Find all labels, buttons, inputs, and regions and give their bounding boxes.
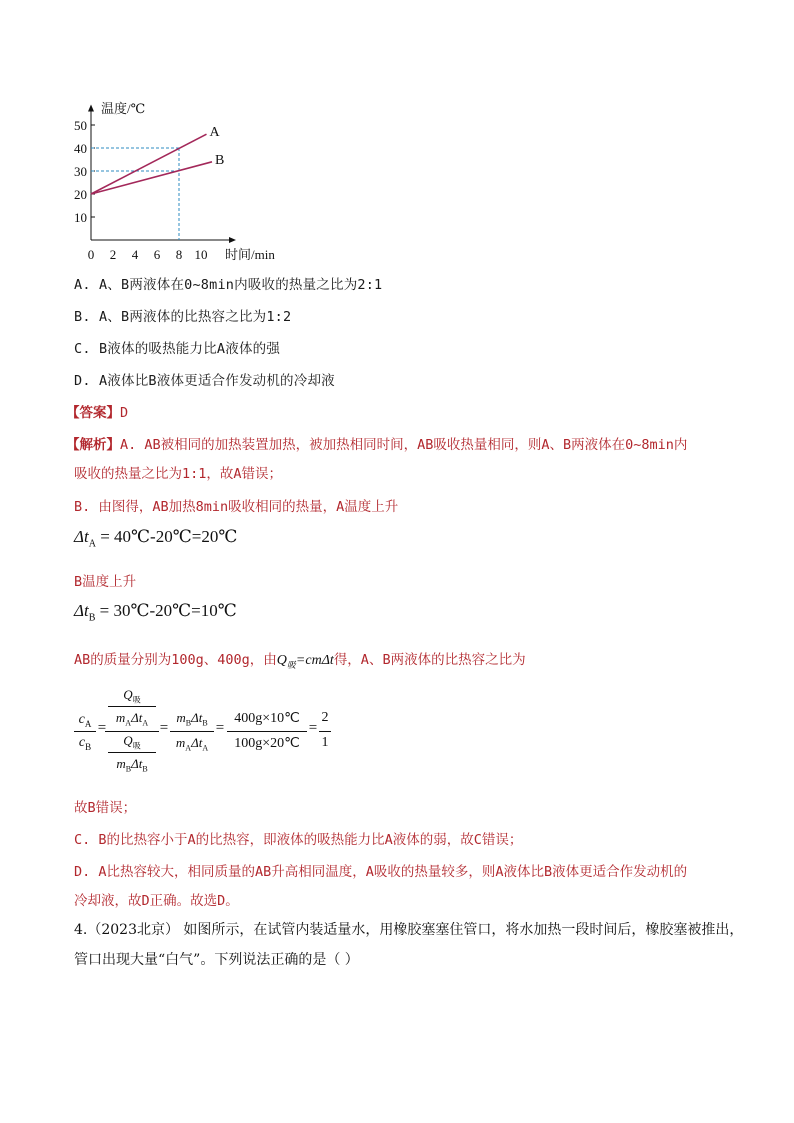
sub-b: B [88,612,96,624]
ca-numerator [74,712,96,729]
equals-sign: = [99,601,110,620]
analysis-text-5a: AB的质量分别为100g、400g，由 [74,652,277,668]
sub-b: B [185,718,192,728]
analysis-line-2: 吸收的热量之比为1:1，故A错误； [74,466,283,482]
series-line-b [91,162,212,194]
equation-delta-tb [74,601,237,623]
equals-sign: = [308,720,318,736]
x-tick-label: 6 [153,247,161,262]
final-denominator: 100g×20℃ [234,736,300,751]
series-line-a [91,134,207,194]
x-tick-label: 2 [109,247,117,262]
sub-a: A [202,743,209,753]
sub-b: B [142,764,148,774]
answer-label: 【答案】 [66,405,120,421]
sub-a: A [142,718,149,728]
q-symbol: Q [123,733,133,748]
equation-b-value: 30℃-20℃=10℃ [113,601,237,620]
series-label-a: A [209,125,220,141]
heat-formula [277,653,334,668]
y-tick-label: 10 [74,210,87,225]
analysis-line-9: 冷却液，故D正确。故选D。 [74,893,239,909]
series-label-b: B [215,152,225,168]
main-fraction-bar [105,731,159,732]
sub-a: A [88,538,96,550]
fraction-bar [319,731,331,732]
final-numerator: 400g×10℃ [234,711,300,726]
analysis-text-5b: 得，A、B两液体的比热容之比为 [333,652,526,668]
question-4-line-1: 4.（2023北京） 如图所示，在试管内装适量水，用橡胶塞塞住管口，将水加热一段时间后，橡胶塞被推出， [74,922,744,938]
x-tick-label: 4 [131,247,139,262]
equals-sign: = [100,527,110,546]
fraction-bar [108,706,156,707]
temperature-time-chart [60,95,300,265]
q-top [108,687,156,706]
x-axis-label: 时间/min [225,247,275,262]
sub-b: B [202,718,208,728]
heat-formula-rest: =cmΔt [295,653,334,668]
sub-a: A [185,743,192,753]
c-symbol: c [78,712,85,727]
c-symbol: c [78,735,86,750]
option-c: C. B液体的吸热能力比A液体的强 [74,341,281,357]
analysis-label: 【解析】 [66,437,120,453]
equation-a-value: 40℃-20℃=20℃ [114,527,238,546]
y-tick-label: 50 [74,118,87,133]
delta-t-symbol: Δt [191,710,203,725]
analysis-text-1: A. AB被相同的加热装置加热，被加热相同时间，AB吸收热量相同，则A、B两液体在0~8min内 [120,437,688,453]
m-symbol: m [116,756,126,771]
analysis-line-3: B. 由图得，AB加热8min吸收相同的热量，A温度上升 [74,499,399,515]
y-axis-arrow [88,105,94,112]
analysis-line-4: B温度上升 [74,574,137,590]
delta-t-symbol: Δt [191,735,203,750]
question-4-line-2: 管口出现大量“白气”。下列说法正确的是（ ） [74,952,359,968]
fraction-bar [227,731,307,732]
y-tick-label: 30 [74,164,87,179]
ratio-denominator: 1 [321,735,329,750]
sub-xi: 吸 [286,659,296,670]
x-axis-arrow [229,237,236,243]
sub-a: A [125,718,132,728]
fraction-bar [108,752,156,753]
analysis-line-7: C. B的比热容小于A的比热容，即液体的吸热能力比A液体的弱，故C错误； [74,832,523,848]
analysis-line-1 [66,433,687,453]
sub-xi: 吸 [132,695,141,705]
sub-b: B [85,741,92,752]
ma-dta [108,710,156,728]
x-tick-label: 0 [87,247,95,262]
analysis-line-6: 故B错误； [74,800,137,816]
q-symbol: Q [123,687,133,702]
m-symbol: m [175,735,186,750]
cb-denominator [74,735,96,752]
ratio-numerator: 2 [321,710,329,725]
analysis-line-5 [74,648,526,671]
option-a: A. A、B两液体在0~8min内吸收的热量之比为2:1 [74,277,383,293]
sub-xi: 吸 [132,741,141,751]
delta-t-symbol: Δt [74,527,89,546]
mb-dtb [108,756,156,774]
m-symbol: m [115,710,126,725]
q-symbol: Q [276,653,287,668]
y-axis-label: 温度/℃ [101,101,146,116]
equals-sign: = [159,720,169,736]
answer-line [66,401,128,421]
ma-dta-bottom [170,735,214,753]
answer-value: D [120,405,129,421]
fraction-bar [170,731,214,732]
q-bottom [108,733,156,752]
x-tick-label: 8 [175,247,183,262]
equals-sign: = [97,720,107,736]
equals-sign: = [215,720,225,736]
delta-t-symbol: Δt [131,756,143,771]
mb-dtb-top [170,710,214,728]
equation-delta-ta [74,527,237,549]
y-tick-label: 40 [74,141,87,156]
delta-t-symbol: Δt [131,710,143,725]
m-symbol: m [176,710,186,725]
analysis-line-8: D. A比热容较大，相同质量的AB升高相同温度，A吸收的热量较多，则A液体比B液体更适合作发动机的 [74,864,688,880]
y-tick-label: 20 [74,187,87,202]
delta-t-symbol: Δt [74,601,89,620]
option-b: B. A、B两液体的比热容之比为1:2 [74,309,292,325]
option-d: D. A液体比B液体更适合作发动机的冷却液 [74,373,335,389]
sub-a: A [84,718,92,729]
x-tick-label: 10 [194,247,208,262]
sub-b: B [125,764,132,774]
fraction-bar [74,731,96,732]
